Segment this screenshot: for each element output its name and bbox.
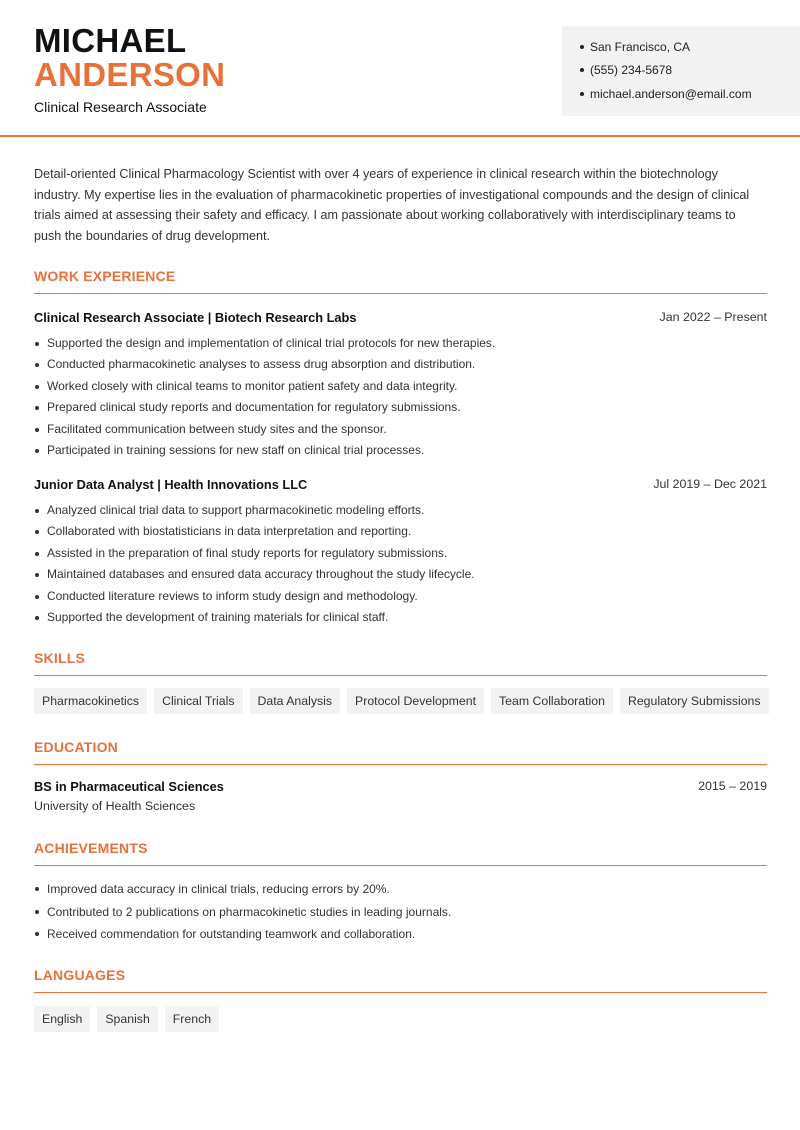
skill-chip: Regulatory Submissions: [620, 688, 769, 714]
section-title-skills: SKILLS: [34, 650, 767, 676]
list-item: [34, 607, 767, 628]
job-title-company: Junior Data Analyst | Health Innovations LLC: [34, 477, 308, 492]
job-dates: Jan 2022 – Present: [659, 310, 767, 324]
list-item-text: Worked closely with clinical teams to monitor patient safety and data integrity.: [47, 378, 458, 393]
list-item: [34, 878, 767, 901]
skill-chip: Protocol Development: [347, 688, 484, 714]
summary-paragraph: Detail-oriented Clinical Pharmacology Scientist with over 4 years of experience in clinical research within the biotechnology industry. My expertise lies in the evaluation of pharmacokinetic properties of investigational compounds and the design of clinical trials aimed at assessing their safety and efficacy. I am passionate about working collaboratively with interdisciplinary teams to push the boundaries of drug development.: [34, 167, 750, 243]
list-item: [34, 500, 767, 521]
list-item: [34, 564, 767, 585]
list-item-text: Supported the design and implementation of clinical trial protocols for new therapies.: [47, 336, 496, 350]
bullet-icon: [35, 595, 39, 599]
list-item-text: Participated in training sessions for new staff on clinical trial processes.: [47, 442, 425, 457]
languages-list: [34, 1006, 219, 1032]
list-item: [34, 901, 767, 924]
last-name: ANDERSON: [34, 56, 226, 93]
resume-header: [0, 0, 800, 137]
bullet-icon: [35, 616, 39, 620]
skill-chip: Clinical Trials: [154, 688, 242, 714]
section-title-work: WORK EXPERIENCE: [34, 268, 767, 294]
list-item-text: Maintained databases and ensured data accuracy throughout the study lifecycle.: [47, 567, 475, 582]
bullet-icon: [35, 530, 39, 534]
contact-phone-text: (555) 234-5678: [590, 63, 673, 77]
bullet-icon: [580, 45, 584, 49]
list-item-text: Collaborated with biostatisticians in data interpretation and reporting.: [47, 524, 412, 539]
list-item-text: Supported the development of training materials for clinical staff.: [47, 609, 389, 624]
contact-location: [580, 40, 690, 54]
contact-email-text[interactable]: michael.anderson@email.com: [590, 87, 752, 101]
list-item: [34, 440, 767, 461]
skill-chip: Pharmacokinetics: [34, 688, 147, 714]
bullet-icon: [35, 406, 39, 410]
list-item-text: Analyzed clinical trial data to support pharmacokinetic modeling efforts.: [47, 503, 425, 517]
education-dates: 2015 – 2019: [698, 779, 767, 793]
list-item: [34, 333, 767, 354]
list-item: [34, 586, 767, 607]
bullet-icon: [35, 428, 39, 432]
job-title: Clinical Research Associate: [34, 99, 207, 115]
list-item-text: Facilitated communication between study sites and the sponsor.: [47, 421, 387, 436]
list-item: [34, 923, 767, 946]
language-chip: Spanish: [97, 1006, 157, 1032]
list-item: [34, 354, 767, 375]
bullet-icon: [35, 363, 39, 367]
job-header: [34, 477, 767, 492]
bullet-icon: [35, 552, 39, 556]
list-item: [34, 521, 767, 542]
contact-email[interactable]: [580, 87, 752, 101]
school-name: University of Health Sciences: [34, 799, 196, 813]
job-bullet-list: [34, 333, 767, 461]
bullet-icon: [35, 509, 39, 513]
bullet-icon: [35, 887, 39, 891]
job-dates: Jul 2019 – Dec 2021: [653, 477, 767, 491]
bullet-icon: [35, 910, 39, 914]
language-chip: English: [34, 1006, 90, 1032]
skill-chip: Data Analysis: [250, 688, 341, 714]
achievements-list: [34, 878, 767, 946]
bullet-icon: [35, 932, 39, 936]
section-title-languages: LANGUAGES: [34, 967, 767, 993]
list-item-text: Contributed to 2 publications on pharmacokinetic studies in leading journals.: [47, 904, 452, 919]
first-name: MICHAEL: [34, 22, 187, 59]
list-item-text: Conducted literature reviews to inform study design and methodology.: [47, 588, 418, 603]
bullet-icon: [35, 573, 39, 577]
education-header: [34, 779, 767, 794]
language-chip: French: [165, 1006, 219, 1032]
section-title-achievements: ACHIEVEMENTS: [34, 840, 767, 866]
list-item-text: Conducted pharmacokinetic analyses to assess drug absorption and distribution.: [47, 357, 476, 372]
job-header: [34, 310, 767, 325]
skills-list: [34, 688, 769, 714]
degree: BS in Pharmaceutical Sciences: [34, 779, 224, 794]
list-item-text: Improved data accuracy in clinical trials, reducing errors by 20%.: [47, 882, 390, 896]
bullet-icon: [35, 342, 39, 346]
contact-box: [562, 26, 800, 116]
bullet-icon: [580, 68, 584, 72]
bullet-icon: [580, 92, 584, 96]
list-item: [34, 376, 767, 397]
list-item-text: Prepared clinical study reports and documentation for regulatory submissions.: [47, 400, 461, 415]
bullet-icon: [35, 449, 39, 453]
list-item-text: Assisted in the preparation of final study reports for regulatory submissions.: [47, 545, 448, 560]
skill-chip: Team Collaboration: [491, 688, 613, 714]
section-title-education: EDUCATION: [34, 739, 767, 765]
contact-location-text: San Francisco, CA: [590, 40, 691, 54]
list-item: [34, 419, 767, 440]
bullet-icon: [35, 385, 39, 389]
list-item: [34, 397, 767, 418]
list-item-text: Received commendation for outstanding teamwork and collaboration.: [47, 927, 416, 941]
job-title-company: Clinical Research Associate | Biotech Research Labs: [34, 310, 357, 325]
list-item: [34, 543, 767, 564]
job-bullet-list: [34, 500, 767, 628]
contact-phone: [580, 63, 672, 77]
